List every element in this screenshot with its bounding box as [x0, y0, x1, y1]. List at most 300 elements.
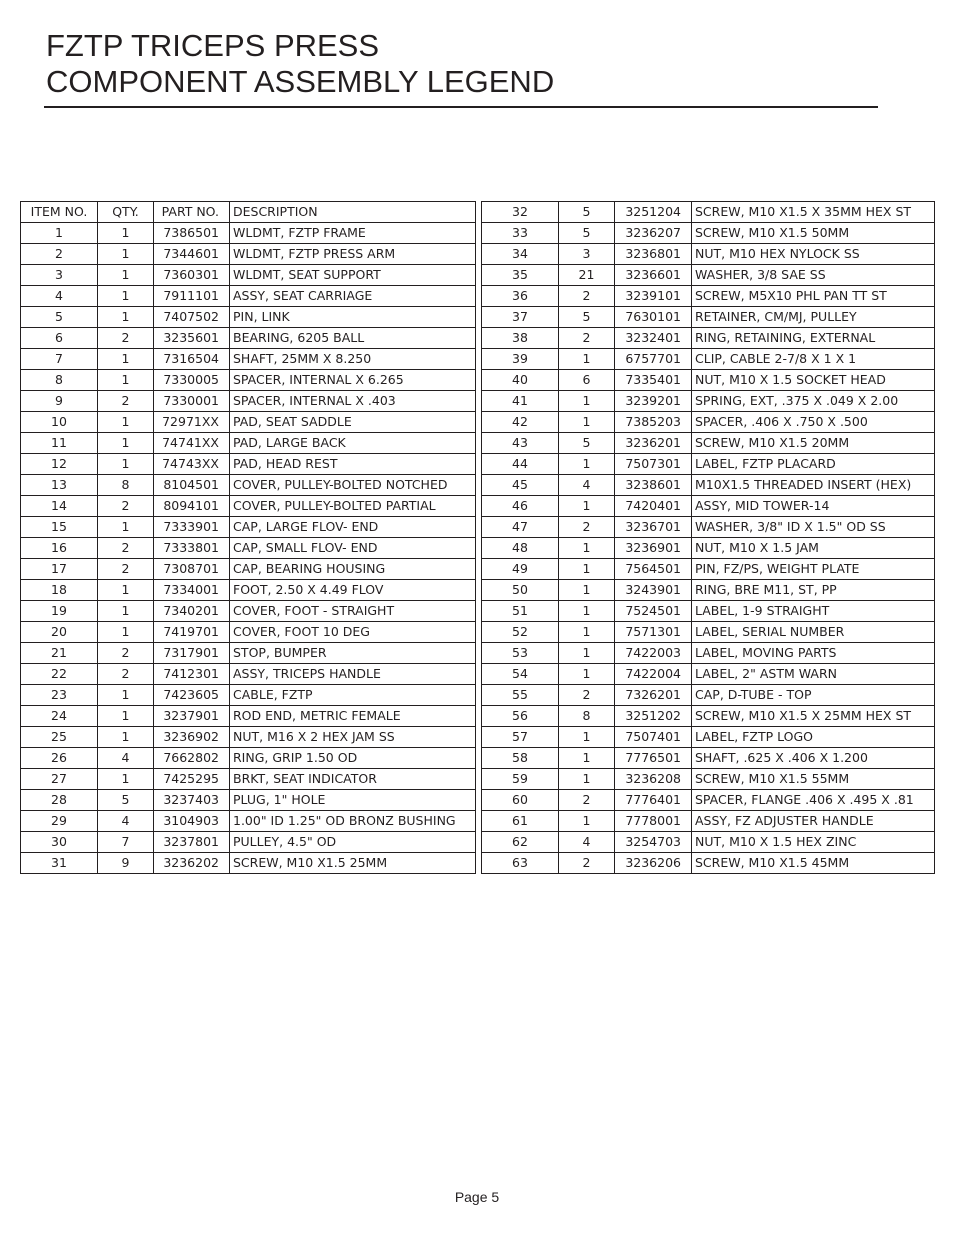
part-no-cell: 3239201 — [615, 391, 692, 412]
item-no-cell: 43 — [482, 433, 559, 454]
item-no-cell: 11 — [21, 433, 98, 454]
item-no-cell: 23 — [21, 685, 98, 706]
parts-table-right — [481, 201, 935, 874]
table-row — [482, 244, 935, 265]
qty-cell: 9 — [98, 853, 154, 874]
table-row — [482, 475, 935, 496]
item-no-cell: 7 — [21, 349, 98, 370]
description-cell: BEARING, 6205 BALL — [230, 328, 476, 349]
table-row — [482, 853, 935, 874]
part-no-cell: 7630101 — [615, 307, 692, 328]
part-no-cell: 7776401 — [615, 790, 692, 811]
table-row — [482, 601, 935, 622]
part-no-cell: 3236601 — [615, 265, 692, 286]
part-no-cell: 7778001 — [615, 811, 692, 832]
item-no-cell: 48 — [482, 538, 559, 559]
item-no-cell: 39 — [482, 349, 559, 370]
qty-cell: 1 — [98, 223, 154, 244]
title-line-2: COMPONENT ASSEMBLY LEGEND — [46, 64, 555, 99]
description-cell: STOP, BUMPER — [230, 643, 476, 664]
item-no-cell: 49 — [482, 559, 559, 580]
description-cell: SCREW, M10 X1.5 50MM — [692, 223, 935, 244]
item-no-cell: 40 — [482, 370, 559, 391]
description-cell: PIN, LINK — [230, 307, 476, 328]
table-row — [482, 391, 935, 412]
table-row — [482, 706, 935, 727]
item-no-cell: 42 — [482, 412, 559, 433]
item-no-cell: 38 — [482, 328, 559, 349]
table-row — [21, 664, 476, 685]
item-no-cell: 34 — [482, 244, 559, 265]
table-row — [482, 370, 935, 391]
description-cell: 1.00" ID 1.25" OD BRONZ BUSHING — [230, 811, 476, 832]
part-no-cell: 3104903 — [154, 811, 230, 832]
table-row — [21, 265, 476, 286]
part-no-cell: 7524501 — [615, 601, 692, 622]
qty-cell: 1 — [98, 349, 154, 370]
qty-cell: 4 — [559, 475, 615, 496]
description-cell: COVER, PULLEY-BOLTED NOTCHED — [230, 475, 476, 496]
description-cell: SCREW, M10 X1.5 45MM — [692, 853, 935, 874]
part-no-cell: 7911101 — [154, 286, 230, 307]
qty-cell: 2 — [98, 391, 154, 412]
item-no-cell: 55 — [482, 685, 559, 706]
part-no-cell: 7564501 — [615, 559, 692, 580]
qty-cell: 2 — [98, 496, 154, 517]
table-row — [482, 265, 935, 286]
table-row — [482, 202, 935, 223]
item-no-cell: 18 — [21, 580, 98, 601]
qty-cell: 4 — [98, 811, 154, 832]
qty-cell: 1 — [559, 538, 615, 559]
part-no-cell: 7333801 — [154, 538, 230, 559]
item-no-cell: 9 — [21, 391, 98, 412]
part-no-cell: 7385203 — [615, 412, 692, 433]
table-row — [21, 559, 476, 580]
qty-cell: 1 — [98, 286, 154, 307]
part-no-cell: 3239101 — [615, 286, 692, 307]
table-row — [21, 328, 476, 349]
table-row — [21, 349, 476, 370]
qty-cell: 5 — [559, 223, 615, 244]
qty-cell: 2 — [98, 328, 154, 349]
table-row — [482, 811, 935, 832]
table-row — [21, 685, 476, 706]
page-title — [46, 28, 554, 100]
description-cell: COVER, FOOT - STRAIGHT — [230, 601, 476, 622]
description-cell: SPACER, INTERNAL X .403 — [230, 391, 476, 412]
description-cell: PIN, FZ/PS, WEIGHT PLATE — [692, 559, 935, 580]
item-no-cell: 1 — [21, 223, 98, 244]
part-no-cell: 7422003 — [615, 643, 692, 664]
table-row — [482, 454, 935, 475]
part-no-cell: 3243901 — [615, 580, 692, 601]
item-no-cell: 59 — [482, 769, 559, 790]
description-cell: NUT, M10 HEX NYLOCK SS — [692, 244, 935, 265]
table-row — [21, 307, 476, 328]
table-row — [482, 832, 935, 853]
description-cell: PLUG, 1" HOLE — [230, 790, 476, 811]
item-no-cell: 44 — [482, 454, 559, 475]
qty-cell: 1 — [559, 769, 615, 790]
part-no-cell: 74741XX — [154, 433, 230, 454]
qty-cell: 1 — [98, 370, 154, 391]
description-cell: CLIP, CABLE 2-7/8 X 1 X 1 — [692, 349, 935, 370]
part-no-cell: 3251202 — [615, 706, 692, 727]
qty-cell: 1 — [98, 601, 154, 622]
item-no-cell: 17 — [21, 559, 98, 580]
item-no-cell: ITEM NO. — [21, 202, 98, 223]
part-no-cell: 7317901 — [154, 643, 230, 664]
table-row — [482, 559, 935, 580]
item-no-cell: 29 — [21, 811, 98, 832]
description-cell: ASSY, TRICEPS HANDLE — [230, 664, 476, 685]
table-row — [21, 475, 476, 496]
description-cell: RING, GRIP 1.50 OD — [230, 748, 476, 769]
table-row — [482, 412, 935, 433]
part-no-cell: 3236207 — [615, 223, 692, 244]
qty-cell: 1 — [559, 622, 615, 643]
description-cell: RING, RETAINING, EXTERNAL — [692, 328, 935, 349]
qty-cell: 5 — [98, 790, 154, 811]
table-row — [21, 454, 476, 475]
description-cell: WLDMT, SEAT SUPPORT — [230, 265, 476, 286]
part-no-cell: 7335401 — [615, 370, 692, 391]
item-no-cell: 30 — [21, 832, 98, 853]
item-no-cell: 27 — [21, 769, 98, 790]
qty-cell: 1 — [98, 454, 154, 475]
description-cell: SPACER, INTERNAL X 6.265 — [230, 370, 476, 391]
part-no-cell: 74743XX — [154, 454, 230, 475]
description-cell: LABEL, MOVING PARTS — [692, 643, 935, 664]
qty-cell: 1 — [559, 391, 615, 412]
table-row — [482, 643, 935, 664]
description-cell: NUT, M10 X 1.5 JAM — [692, 538, 935, 559]
part-no-cell: 3236701 — [615, 517, 692, 538]
item-no-cell: 53 — [482, 643, 559, 664]
description-cell: LABEL, 1-9 STRAIGHT — [692, 601, 935, 622]
qty-cell: 1 — [98, 244, 154, 265]
description-cell: LABEL, FZTP LOGO — [692, 727, 935, 748]
table-row — [482, 349, 935, 370]
description-cell: LABEL, FZTP PLACARD — [692, 454, 935, 475]
part-no-cell: 3237801 — [154, 832, 230, 853]
qty-cell: 5 — [559, 202, 615, 223]
item-no-cell: 8 — [21, 370, 98, 391]
item-no-cell: 50 — [482, 580, 559, 601]
item-no-cell: 26 — [21, 748, 98, 769]
description-cell: WLDMT, FZTP FRAME — [230, 223, 476, 244]
table-row — [482, 664, 935, 685]
qty-cell: 1 — [559, 811, 615, 832]
part-no-cell: 8094101 — [154, 496, 230, 517]
table-row — [21, 853, 476, 874]
item-no-cell: 25 — [21, 727, 98, 748]
item-no-cell: 46 — [482, 496, 559, 517]
qty-cell: 1 — [98, 769, 154, 790]
parts-table-left — [20, 201, 476, 874]
item-no-cell: 41 — [482, 391, 559, 412]
item-no-cell: 15 — [21, 517, 98, 538]
qty-cell: 1 — [559, 454, 615, 475]
item-no-cell: 52 — [482, 622, 559, 643]
qty-cell: 4 — [98, 748, 154, 769]
description-cell: SCREW, M5X10 PHL PAN TT ST — [692, 286, 935, 307]
qty-cell: 1 — [559, 412, 615, 433]
description-cell: SCREW, M10 X1.5 55MM — [692, 769, 935, 790]
table-row — [482, 286, 935, 307]
qty-cell: 1 — [98, 433, 154, 454]
qty-cell: 2 — [559, 328, 615, 349]
table-row — [482, 223, 935, 244]
qty-cell: 1 — [98, 727, 154, 748]
description-cell: SPACER, FLANGE .406 X .495 X .81 — [692, 790, 935, 811]
qty-cell: 6 — [559, 370, 615, 391]
description-cell: SCREW, M10 X1.5 25MM — [230, 853, 476, 874]
description-cell: COVER, FOOT 10 DEG — [230, 622, 476, 643]
qty-cell: 1 — [98, 307, 154, 328]
qty-cell: 2 — [98, 559, 154, 580]
part-no-cell: 3235601 — [154, 328, 230, 349]
table-row — [482, 496, 935, 517]
description-cell: PAD, HEAD REST — [230, 454, 476, 475]
part-no-cell: 7507301 — [615, 454, 692, 475]
part-no-cell: 7425295 — [154, 769, 230, 790]
table-row — [482, 685, 935, 706]
title-line-1: FZTP TRICEPS PRESS — [46, 28, 380, 63]
table-row — [482, 748, 935, 769]
qty-cell: 2 — [559, 853, 615, 874]
part-no-cell: 7423605 — [154, 685, 230, 706]
part-no-cell: 7407502 — [154, 307, 230, 328]
table-row — [482, 328, 935, 349]
part-no-cell: 3236901 — [615, 538, 692, 559]
qty-cell: 1 — [559, 559, 615, 580]
table-row — [21, 832, 476, 853]
part-no-cell: 7330001 — [154, 391, 230, 412]
item-no-cell: 5 — [21, 307, 98, 328]
part-no-cell: 7333901 — [154, 517, 230, 538]
part-no-cell: 7330005 — [154, 370, 230, 391]
page-number: Page 5 — [454, 1189, 500, 1205]
table-row — [21, 601, 476, 622]
description-cell: CABLE, FZTP — [230, 685, 476, 706]
item-no-cell: 61 — [482, 811, 559, 832]
table-row — [21, 790, 476, 811]
item-no-cell: 4 — [21, 286, 98, 307]
table-row — [21, 286, 476, 307]
part-no-cell: 7316504 — [154, 349, 230, 370]
description-cell: CAP, LARGE FLOV- END — [230, 517, 476, 538]
item-no-cell: 57 — [482, 727, 559, 748]
description-cell: ROD END, METRIC FEMALE — [230, 706, 476, 727]
description-cell: RING, BRE M11, ST, PP — [692, 580, 935, 601]
item-no-cell: 47 — [482, 517, 559, 538]
table-row — [482, 790, 935, 811]
table-row — [482, 580, 935, 601]
item-no-cell: 63 — [482, 853, 559, 874]
part-no-cell: 3236206 — [615, 853, 692, 874]
description-cell: NUT, M10 X 1.5 SOCKET HEAD — [692, 370, 935, 391]
table-row — [21, 496, 476, 517]
part-no-cell: 3238601 — [615, 475, 692, 496]
item-no-cell: 14 — [21, 496, 98, 517]
item-no-cell: 54 — [482, 664, 559, 685]
table-row — [21, 748, 476, 769]
item-no-cell: 10 — [21, 412, 98, 433]
qty-cell: 1 — [559, 349, 615, 370]
description-cell: ASSY, FZ ADJUSTER HANDLE — [692, 811, 935, 832]
table-row — [482, 538, 935, 559]
description-cell: SHAFT, .625 X .406 X 1.200 — [692, 748, 935, 769]
table-row — [21, 769, 476, 790]
description-cell: SCREW, M10 X1.5 X 25MM HEX ST — [692, 706, 935, 727]
item-no-cell: 45 — [482, 475, 559, 496]
part-no-cell: 3237403 — [154, 790, 230, 811]
description-cell: PAD, LARGE BACK — [230, 433, 476, 454]
table-row — [21, 643, 476, 664]
item-no-cell: 37 — [482, 307, 559, 328]
title-underline — [44, 106, 878, 108]
description-cell: BRKT, SEAT INDICATOR — [230, 769, 476, 790]
item-no-cell: 21 — [21, 643, 98, 664]
part-no-cell: 3254703 — [615, 832, 692, 853]
part-no-cell: 7662802 — [154, 748, 230, 769]
description-cell: PAD, SEAT SADDLE — [230, 412, 476, 433]
item-no-cell: 2 — [21, 244, 98, 265]
qty-cell: 1 — [559, 601, 615, 622]
description-cell: M10X1.5 THREADED INSERT (HEX) — [692, 475, 935, 496]
item-no-cell: 56 — [482, 706, 559, 727]
qty-cell: 1 — [98, 622, 154, 643]
item-no-cell: 35 — [482, 265, 559, 286]
qty-cell: 5 — [559, 433, 615, 454]
table-row — [21, 433, 476, 454]
qty-cell: 7 — [98, 832, 154, 853]
table-row — [21, 622, 476, 643]
item-no-cell: 58 — [482, 748, 559, 769]
description-cell: CAP, BEARING HOUSING — [230, 559, 476, 580]
qty-cell: 21 — [559, 265, 615, 286]
table-row — [21, 391, 476, 412]
qty-cell: 5 — [559, 307, 615, 328]
table-row — [21, 727, 476, 748]
qty-cell: QTY. — [98, 202, 154, 223]
part-no-cell: 72971XX — [154, 412, 230, 433]
qty-cell: 1 — [98, 706, 154, 727]
table-row — [482, 769, 935, 790]
description-cell: SPRING, EXT, .375 X .049 X 2.00 — [692, 391, 935, 412]
description-cell: NUT, M16 X 2 HEX JAM SS — [230, 727, 476, 748]
table-row — [21, 370, 476, 391]
table-row — [482, 307, 935, 328]
part-no-cell: 6757701 — [615, 349, 692, 370]
table-row — [21, 244, 476, 265]
description-cell: DESCRIPTION — [230, 202, 476, 223]
qty-cell: 4 — [559, 832, 615, 853]
part-no-cell: 7419701 — [154, 622, 230, 643]
description-cell: SPACER, .406 X .750 X .500 — [692, 412, 935, 433]
part-no-cell: 3251204 — [615, 202, 692, 223]
item-no-cell: 62 — [482, 832, 559, 853]
table-row — [21, 580, 476, 601]
qty-cell: 1 — [559, 664, 615, 685]
qty-cell: 2 — [559, 517, 615, 538]
description-cell: SCREW, M10 X1.5 X 35MM HEX ST — [692, 202, 935, 223]
qty-cell: 1 — [98, 412, 154, 433]
description-cell: FOOT, 2.50 X 4.49 FLOV — [230, 580, 476, 601]
qty-cell: 1 — [559, 643, 615, 664]
table-row — [21, 517, 476, 538]
qty-cell: 1 — [98, 265, 154, 286]
table-row — [482, 622, 935, 643]
part-no-cell: 7422004 — [615, 664, 692, 685]
table-row — [482, 727, 935, 748]
part-no-cell: 7571301 — [615, 622, 692, 643]
item-no-cell: 22 — [21, 664, 98, 685]
part-no-cell: 7386501 — [154, 223, 230, 244]
item-no-cell: 32 — [482, 202, 559, 223]
item-no-cell: 16 — [21, 538, 98, 559]
item-no-cell: 3 — [21, 265, 98, 286]
table-row — [482, 433, 935, 454]
qty-cell: 2 — [559, 286, 615, 307]
description-cell: ASSY, SEAT CARRIAGE — [230, 286, 476, 307]
qty-cell: 1 — [98, 580, 154, 601]
part-no-cell: 7326201 — [615, 685, 692, 706]
table-row — [21, 538, 476, 559]
table-header-row — [21, 202, 476, 223]
part-no-cell: 3236801 — [615, 244, 692, 265]
description-cell: ASSY, MID TOWER-14 — [692, 496, 935, 517]
part-no-cell: 7360301 — [154, 265, 230, 286]
description-cell: LABEL, SERIAL NUMBER — [692, 622, 935, 643]
qty-cell: 1 — [559, 496, 615, 517]
description-cell: RETAINER, CM/MJ, PULLEY — [692, 307, 935, 328]
qty-cell: 1 — [559, 748, 615, 769]
part-no-cell: 7412301 — [154, 664, 230, 685]
item-no-cell: 6 — [21, 328, 98, 349]
part-no-cell: 7507401 — [615, 727, 692, 748]
table-row — [21, 412, 476, 433]
part-no-cell: 8104501 — [154, 475, 230, 496]
description-cell: WASHER, 3/8 SAE SS — [692, 265, 935, 286]
qty-cell: 1 — [559, 580, 615, 601]
table-row — [21, 223, 476, 244]
description-cell: LABEL, 2" ASTM WARN — [692, 664, 935, 685]
part-no-cell: PART NO. — [154, 202, 230, 223]
description-cell: SHAFT, 25MM X 8.250 — [230, 349, 476, 370]
item-no-cell: 51 — [482, 601, 559, 622]
qty-cell: 8 — [559, 706, 615, 727]
description-cell: WASHER, 3/8" ID X 1.5" OD SS — [692, 517, 935, 538]
item-no-cell: 19 — [21, 601, 98, 622]
qty-cell: 1 — [98, 517, 154, 538]
item-no-cell: 12 — [21, 454, 98, 475]
description-cell: NUT, M10 X 1.5 HEX ZINC — [692, 832, 935, 853]
qty-cell: 3 — [559, 244, 615, 265]
item-no-cell: 36 — [482, 286, 559, 307]
qty-cell: 2 — [559, 790, 615, 811]
part-no-cell: 3236201 — [615, 433, 692, 454]
item-no-cell: 13 — [21, 475, 98, 496]
item-no-cell: 33 — [482, 223, 559, 244]
part-no-cell: 3236208 — [615, 769, 692, 790]
description-cell: CAP, SMALL FLOV- END — [230, 538, 476, 559]
description-cell: COVER, PULLEY-BOLTED PARTIAL — [230, 496, 476, 517]
table-row — [21, 811, 476, 832]
part-no-cell: 7420401 — [615, 496, 692, 517]
